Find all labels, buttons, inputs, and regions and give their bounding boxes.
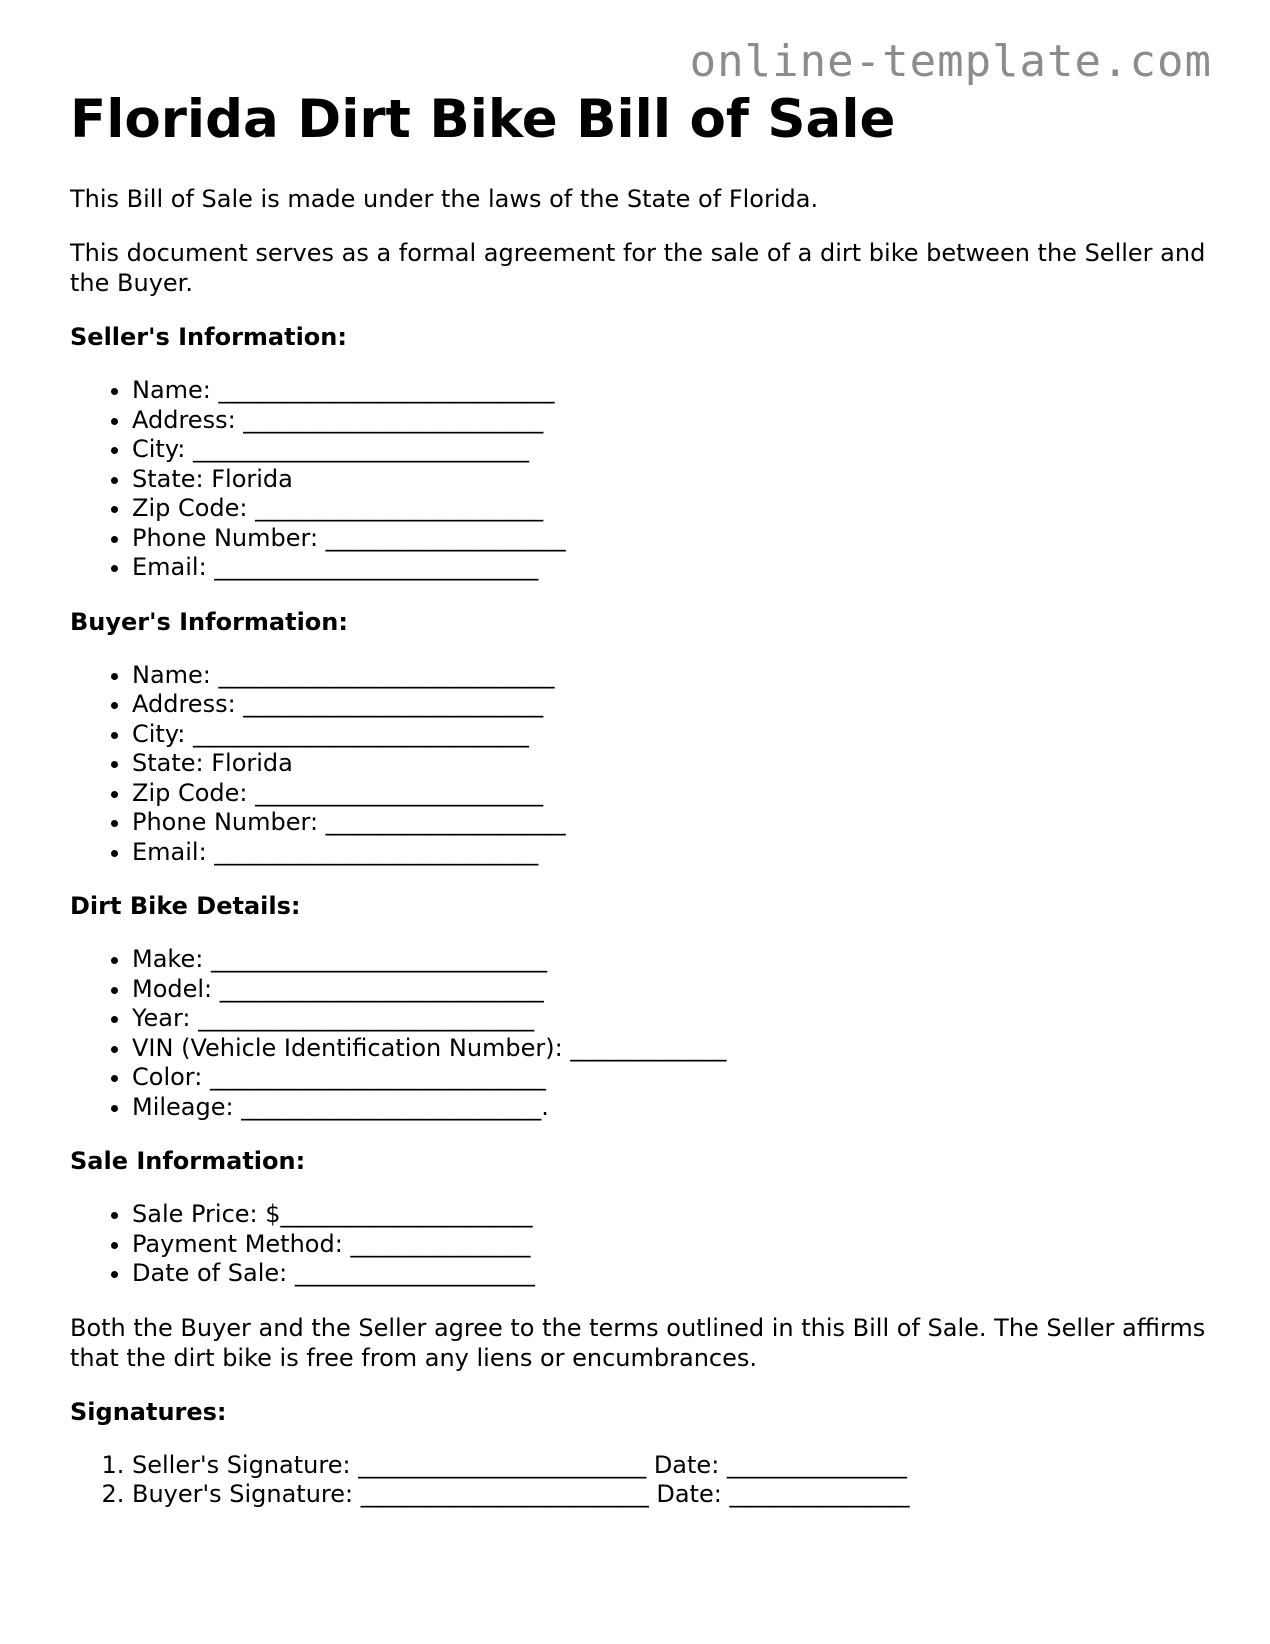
buyer-info-list [70, 661, 1210, 868]
sale-info-heading: Sale Information: [70, 1147, 306, 1175]
buyer-address-field: • Address: _________________________ [132, 690, 1210, 720]
seller-phone-field: • Phone Number: ____________________ [132, 524, 1210, 554]
seller-name-field: • Name: ____________________________ [132, 376, 1210, 406]
bike-model-field: • Model: ___________________________ [132, 975, 1210, 1005]
seller-info-list [70, 376, 1210, 583]
buyer-name-field: • Name: ____________________________ [132, 661, 1210, 691]
bike-details-list [70, 945, 1210, 1122]
seller-address-field: • Address: _________________________ [132, 406, 1210, 436]
bike-year-field: • Year: ____________________________ [132, 1004, 1210, 1034]
intro-paragraph-1: This Bill of Sale is made under the laws of the State of Florida. [70, 185, 819, 213]
bike-make-field: • Make: ____________________________ [132, 945, 1210, 975]
payment-method-field: • Payment Method: _______________ [132, 1230, 1210, 1260]
agreement-paragraph: Both the Buyer and the Seller agree to the terms outlined in this Bill of Sale. The Seller affirms that the dirt bike is free from any liens or encumbrances. [70, 1313, 1206, 1372]
intro-paragraph-2: This document serves as a formal agreement for the sale of a dirt bike between the Seller and the Buyer. [70, 239, 1206, 297]
buyer-phone-field: • Phone Number: ____________________ [132, 808, 1210, 838]
buyer-signature-line: 2. Buyer's Signature: ________________________ Date: _______________ [132, 1480, 1210, 1510]
seller-signature-line: 1. Seller's Signature: ________________________ Date: _______________ [132, 1451, 1210, 1481]
sale-price-field: • Sale Price: $_____________________ [132, 1200, 1210, 1230]
seller-state-field: • State: Florida [132, 465, 1210, 495]
buyer-heading: Buyer's Information: [70, 607, 348, 636]
page-title: Florida Dirt Bike Bill of Sale [70, 89, 896, 150]
bike-color-field: • Color: ____________________________ [132, 1063, 1210, 1093]
seller-heading: Seller's Information: [70, 323, 347, 351]
bike-mileage-field: • Mileage: _________________________. [132, 1093, 1210, 1123]
buyer-city-field: • City: ____________________________ [132, 720, 1210, 750]
watermark: online-template.com [689, 36, 1212, 87]
seller-zip-field: • Zip Code: ________________________ [132, 494, 1210, 524]
bike-details-heading: Dirt Bike Details: [70, 892, 301, 920]
signatures-heading: Signatures: [70, 1397, 227, 1426]
seller-email-field: • Email: ___________________________ [132, 553, 1210, 583]
seller-city-field: • City: ____________________________ [132, 435, 1210, 465]
buyer-zip-field: • Zip Code: ________________________ [132, 779, 1210, 809]
document-page [70, 88, 1210, 1510]
buyer-state-field: • State: Florida [132, 749, 1210, 779]
date-of-sale-field: • Date of Sale: ____________________ [132, 1259, 1210, 1289]
signatures-list [70, 1451, 1210, 1510]
buyer-email-field: • Email: ___________________________ [132, 838, 1210, 868]
bike-vin-field: • VIN (Vehicle Identification Number): _____________ [132, 1034, 1210, 1064]
sale-info-list [70, 1200, 1210, 1289]
